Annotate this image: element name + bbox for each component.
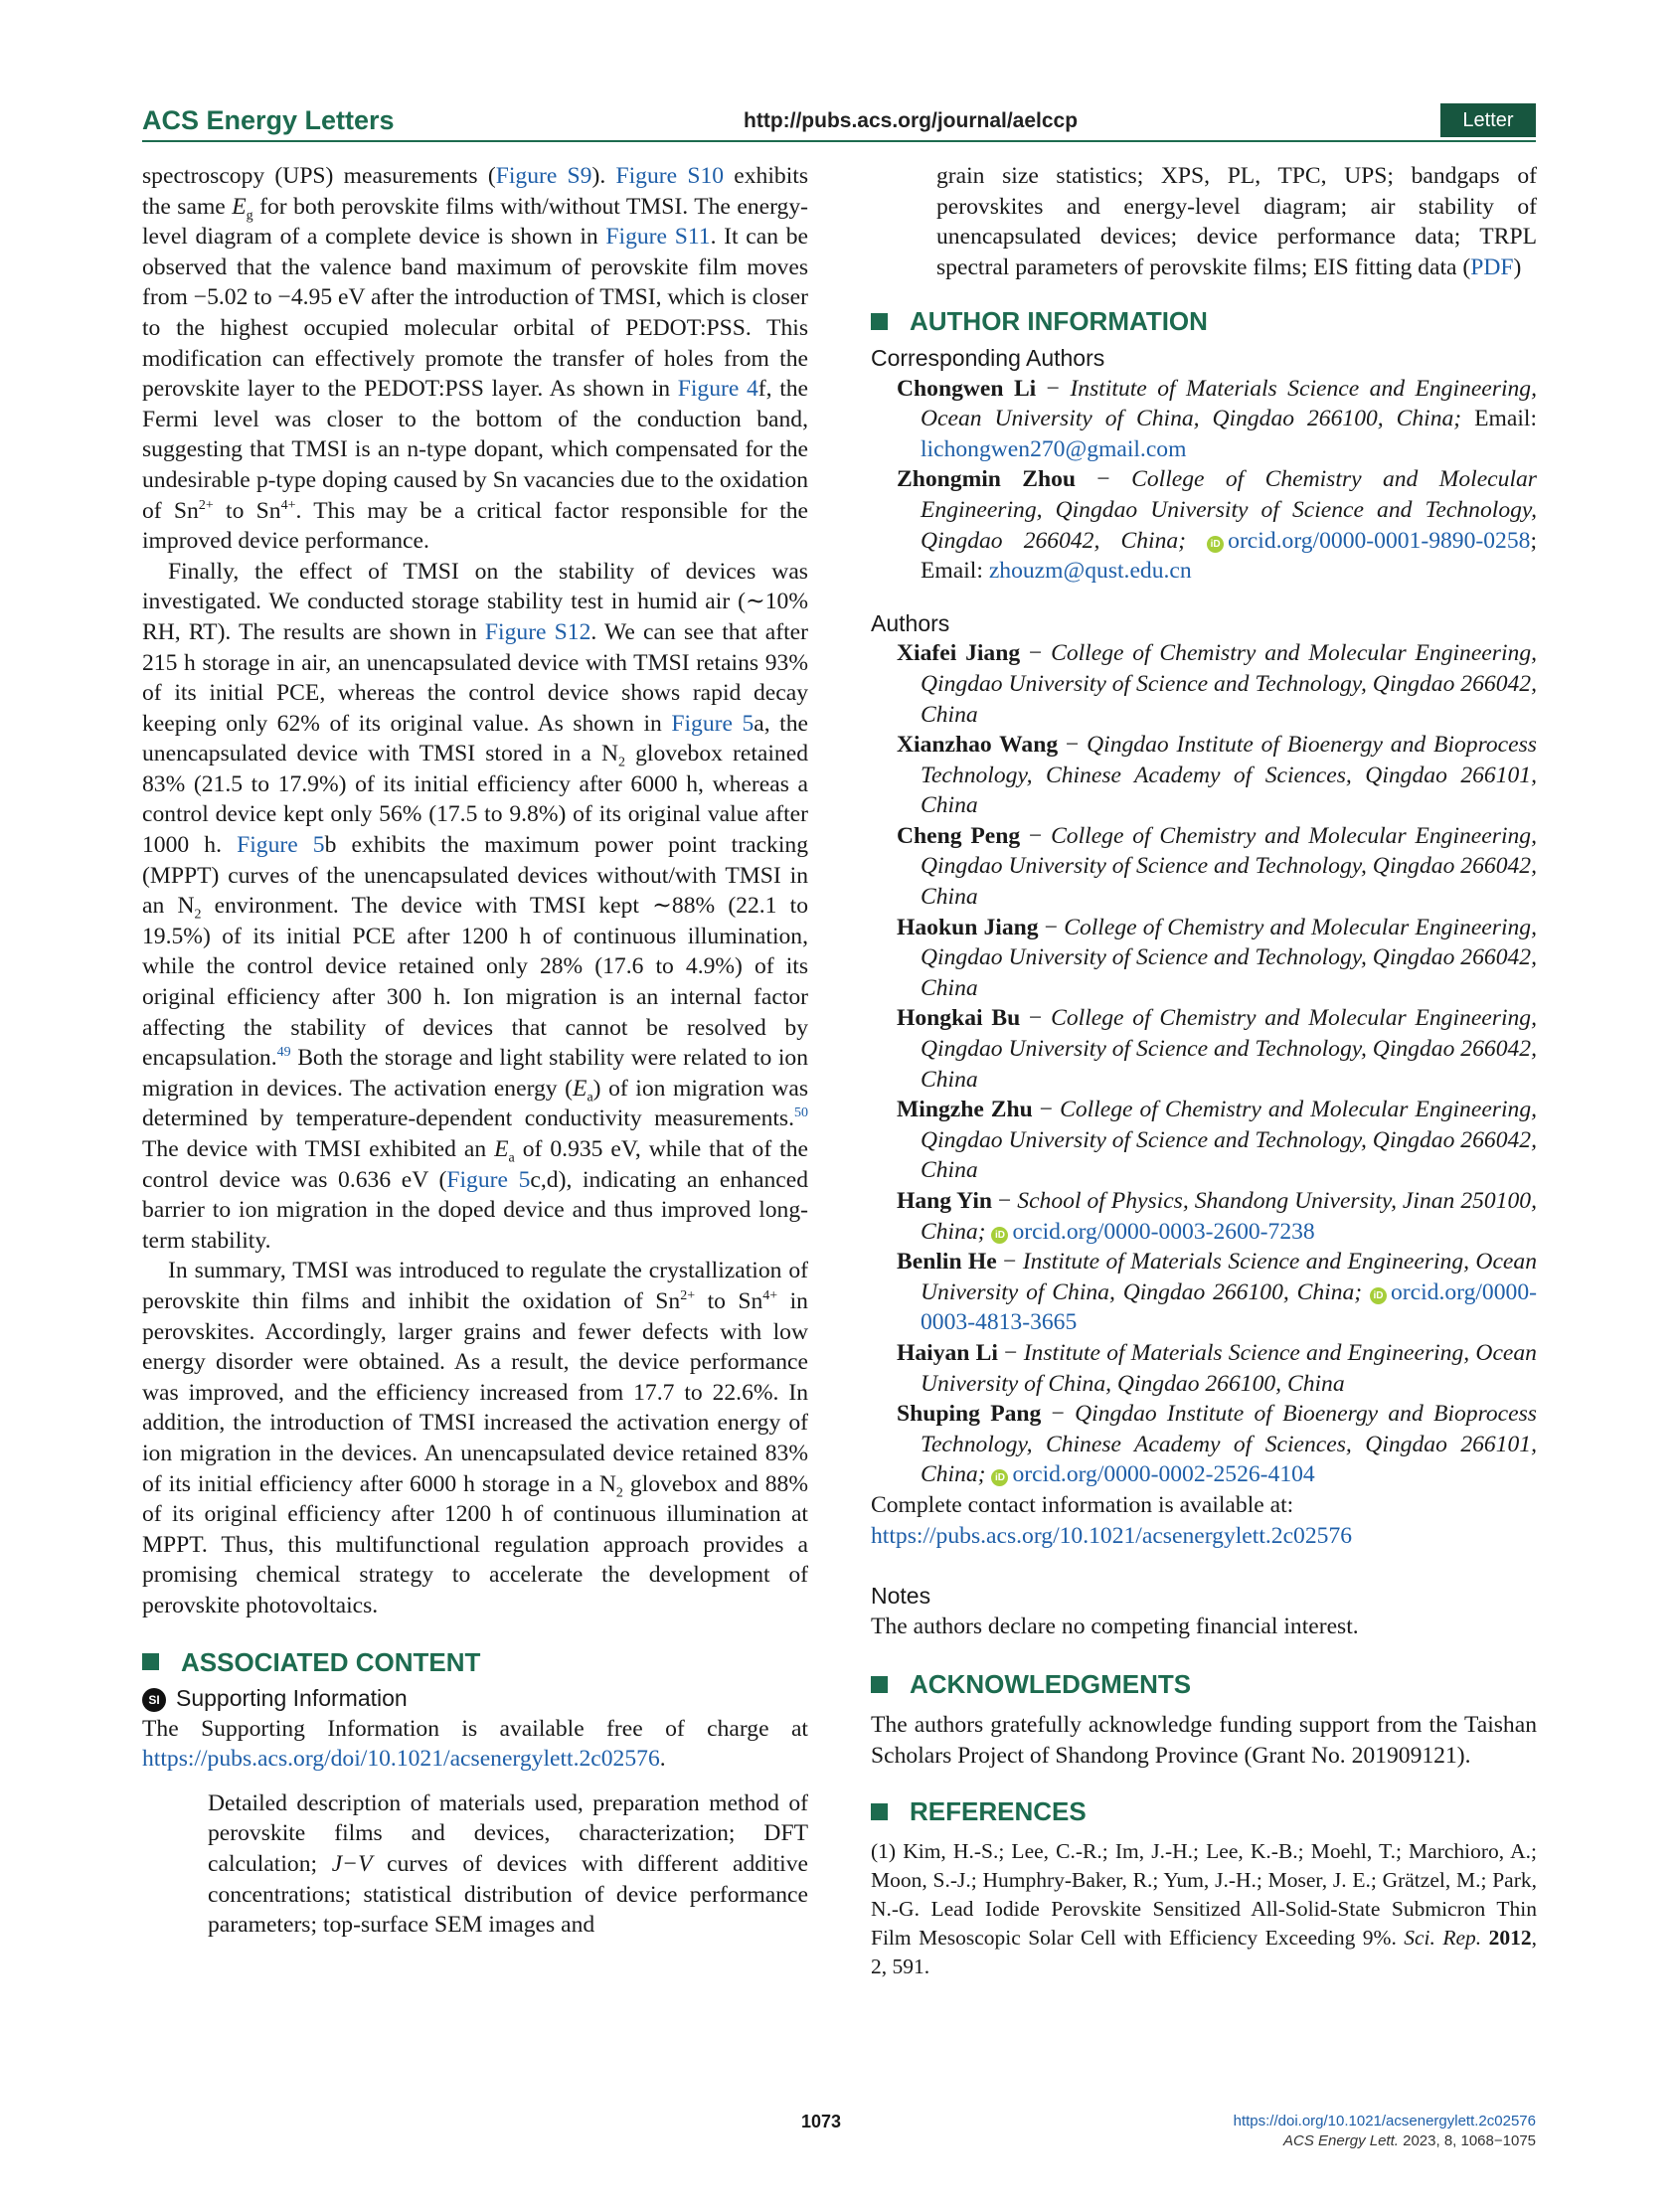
page-header [142, 103, 1536, 141]
notes-heading: Notes [871, 1583, 931, 1610]
orcid-link[interactable]: orcid.org/0000-0003-2600-7238 [1012, 1218, 1315, 1245]
acknowledgments-heading: ACKNOWLEDGMENTS [871, 1669, 1537, 1700]
orcid-icon: iD [991, 1227, 1008, 1244]
orcid-icon: iD [991, 1469, 1008, 1486]
associated-content-heading: ASSOCIATED CONTENT [142, 1647, 808, 1678]
author-entry: Cheng Peng − College of Chemistry and Molecular Engineering, Qingdao University of Science and Technology, Qingdao 266042, China [897, 822, 1537, 911]
references-heading: REFERENCES [871, 1796, 1537, 1827]
body-paragraph-1: spectroscopy (UPS) measurements (Figure S9). Figure S10 exhibits the same $E_g$ for both perovskite films with/without TMSI. The energy-level diagram of a complete device is shown in Figure S11. It can be observed that the valence band maximum of perovskite film moves from −5.02 to −4.95 eV after the introduction of TMSI, which is closer to the highest occupied molecular orbital of PEDOT:PSS. This modification can effectively promote the transfer of holes from the perovskite layer to the PEDOT:PSS layer. As shown in Figure 4f, the Fermi level was closer to the bottom of the conduction band, suggesting that TMSI is an n-type dopant, which compensated for the undesirable p-type doping caused by Sn vacancies due to the oxidation of $Sn^{2+}$ to $Sn^{4+}$. This may be a critical factor responsible for the improved device performance. [142, 163, 809, 555]
figure-link[interactable]: Figure S10 [615, 163, 725, 189]
email-link[interactable]: zhouzm@qust.edu.cn [988, 558, 1192, 585]
notes-text: The authors declare no competing financial interest. [871, 1613, 1359, 1639]
author-entry: Xiafei Jiang − College of Chemistry and Molecular Engineering, Qingdao University of Science and Technology, Qingdao 266042, China [897, 640, 1538, 728]
reference-link[interactable]: 50 [794, 1106, 808, 1121]
section-square-icon [871, 1676, 888, 1693]
figure-link[interactable]: Figure S11 [605, 224, 711, 251]
section-square-icon [142, 1653, 159, 1670]
author-entry: Hang Yin − School of Physics, Shandong University, Jinan 250100, China; iD orcid.org/0000-0003-2600-7238 [897, 1188, 1538, 1245]
author-entry: Mingzhe Zhu − College of Chemistry and Molecular Engineering, Qingdao University of Science and Technology, Qingdao 266042, China [897, 1097, 1538, 1184]
corresponding-author: Zhongmin Zhou − College of Chemistry and Molecular Engineering, Qingdao University of Science and Technology, Qingdao 266042, China; iD orcid.org/0000-0001-9890-0258; Email: zhouzm@qust.edu.cn [897, 466, 1537, 585]
body-paragraph-2: Finally, the effect of TMSI on the stability of devices was investigated. We conducted storage stability test in humid air (∼10% RH, RT). The results are shown in Figure S12. We can see that after 215 h storage in air, an unencapsulated device with TMSI retains 93% of its initial PCE, whereas the control device shows rapid decay keeping only 62% of its original value. As shown in Figure 5a, the unencapsulated device with TMSI stored in a $N_2$ glovebox retained 83% (21.5 to 17.9%) of its initial efficiency after 6000 h, whereas a control device kept only 56% (17.5 to 9.8%) of its original value after 1000 h. Figure 5b exhibits the maximum power point tracking (MPPT) curves of the unencapsulated devices without/with TMSI in an $N_2$ environment. The device with TMSI kept ∼88% (22.1 to 19.5%) of its initial PCE after 1200 h of continuous illumination, while the control device retained only 28% (17.6 to 4.9%) of its original efficiency after 300 h. Ion migration is an internal factor affecting the stability of devices that cannot be resolved by encapsulation.$^{49}$ Both the storage and light stability were related to ion migration in devices. The activation energy $(E_a)$ of ion migration was determined by temperature-dependent conductivity measurements.$^{50}$ The device with TMSI exhibited an $E_a$ of 0.935 eV, while that of the control device was 0.636 eV (Figure 5c,d), indicating an enhanced barrier to ion migration in the doped device and thus improved long-term stability. [142, 558, 809, 1254]
author-entry: Shuping Pang − Qingdao Institute of Bioenergy and Bioprocess Technology, Chinese Academy of Sciences, Qingdao 266101, China; iD orcid.org/0000-0002-2526-4104 [897, 1401, 1537, 1488]
figure-link[interactable]: Figure 4 [677, 376, 758, 403]
footer-cite: ACS Energy Lett. 2023, 8, 1068−1075 [1283, 2132, 1536, 2149]
author-entry: Xianzhao Wang − Qingdao Institute of Bioenergy and Bioprocess Technology, Chinese Academy of Sciences, Qingdao 266101, China [897, 732, 1537, 819]
footer-citation [1234, 2112, 1536, 2151]
orcid-link[interactable]: orcid.org/0000-0002-2526-4104 [1012, 1461, 1315, 1488]
article-type-badge: Letter [1440, 103, 1536, 137]
header-rule [142, 140, 1536, 142]
orcid-link[interactable]: orcid.org/0000-0001-9890-0258 [1228, 527, 1531, 554]
orcid-icon: iD [1207, 536, 1224, 553]
contact-info-link[interactable]: https://pubs.acs.org/10.1021/acsenergylett.2c02576 [871, 1522, 1353, 1549]
corresponding-author: Chongwen Li − Institute of Materials Science and Engineering, Ocean University of China, Qingdao 266100, China; Email: lichongwen270@gmail.com [897, 375, 1537, 462]
author-information-heading: AUTHOR INFORMATION [871, 306, 1537, 337]
reference-link[interactable]: 49 [276, 1045, 291, 1061]
figure-link[interactable]: Figure S12 [484, 618, 591, 645]
author-entry: Haokun Jiang − College of Chemistry and Molecular Engineering, Qingdao University of Science and Technology, Qingdao 266042, China [897, 914, 1538, 1001]
figure-link[interactable]: Figure S9 [495, 163, 592, 189]
supporting-info-description: Detailed description of materials used, preparation method of perovskite films and devices, characterization; DFT calculation; J−V curves of devices with different additive concentrations; statistical distribution of device performance parameters; top-surface SEM images and [208, 1789, 808, 1939]
reference-1: (1) Kim, H.-S.; Lee, C.-R.; Im, J.-H.; Lee, K.-B.; Moehl, T.; Marchioro, A.; Moon, S.-J.; Humphry-Baker, R.; Yum, J.-H.; Moser, J. E.; Grätzel, M.; Park, N.-G. Lead Iodide Perovskite Sensitized All-Solid-State Submicron Thin Film Mesoscopic Solar Cell with Efficiency Exceeding 9%. Sci. Rep. 2012, 2, 591. [871, 1838, 1537, 1978]
si-badge-icon: SI [142, 1688, 166, 1712]
contact-info-link-line [871, 1521, 1537, 1552]
authors-heading: Authors [871, 609, 950, 636]
figure-link[interactable]: Figure 5 [671, 710, 755, 737]
author-entry: Haiyan Li − Institute of Materials Science and Engineering, Ocean University of China, Qingdao 266100, China [897, 1339, 1537, 1397]
right-column [871, 161, 1537, 1981]
author-entry: Benlin He − Institute of Materials Science and Engineering, Ocean University of China, Qingdao 266100, China; iD orcid.org/0000-0003-4813-3665 [897, 1249, 1537, 1336]
supporting-info-text: The Supporting Information is available free of charge at https://pubs.acs.org/doi/10.1021/acsenergylett.2c02576. [142, 1715, 808, 1773]
section-square-icon [871, 1803, 888, 1820]
orcid-icon: iD [1370, 1287, 1387, 1304]
corresponding-authors-heading: Corresponding Authors [871, 344, 1105, 371]
figure-link[interactable]: Figure 5 [237, 832, 325, 859]
section-square-icon [871, 313, 888, 330]
body-paragraph-3: In summary, TMSI was introduced to regulate the crystallization of perovskite thin films and inhibit the oxidation of $Sn^{2+}$ to $Sn^{4+}$ in perovskites. Accordingly, larger grains and fewer defects with low energy disorder were obtained. As a result, the device performance was improved, and the efficiency increased from 17.7 to 22.6%. In addition, the introduction of TMSI increased the activation energy of ion migration in the devices. An unencapsulated device retained 83% of its initial efficiency after 6000 h storage in a $N_2$ glovebox and 88% of its original efficiency after 1200 h of continuous illumination at MPPT. Thus, this multifunctional regulation approach provides a promising chemical strategy to accelerate the development of perovskite photovoltaics. [142, 1258, 808, 1618]
acknowledgments-text: The authors gratefully acknowledge funding support from the Taishan Scholars Project of Shandong Province (Grant No. 201909121). [871, 1711, 1537, 1769]
contact-info-text: Complete contact information is available at: [871, 1491, 1294, 1518]
author-entry: Hongkai Bu − College of Chemistry and Molecular Engineering, Qingdao University of Science and Technology, Qingdao 266042, China [897, 1005, 1538, 1093]
journal-url[interactable]: http://pubs.acs.org/journal/aelccp [744, 109, 1079, 132]
pdf-link[interactable]: PDF [1470, 254, 1514, 280]
orcid-link[interactable]: orcid.org/0000-0003-4813-3665 [921, 1278, 1537, 1336]
email-link[interactable]: lichongwen270@gmail.com [921, 435, 1187, 462]
figure-link[interactable]: Figure 5 [446, 1166, 531, 1193]
supporting-info-description-cont: grain size statistics; XPS, PL, TPC, UPS; bandgaps of perovskites and energy-level diagram; air stability of unencapsulated devices; device performance data; TRPL spectral parameters of perovskite films; EIS fitting data (PDF) [936, 163, 1537, 280]
journal-name: ACS Energy Letters [142, 105, 395, 135]
supporting-info-heading: SI Supporting Information [142, 1683, 808, 1714]
supporting-info-link[interactable]: https://pubs.acs.org/doi/10.1021/acsenergylett.2c02576 [142, 1746, 660, 1773]
left-column [142, 161, 808, 1941]
page-number: 1073 [801, 2112, 842, 2131]
footer-doi-link[interactable]: https://doi.org/10.1021/acsenergylett.2c02576 [1233, 2113, 1536, 2129]
